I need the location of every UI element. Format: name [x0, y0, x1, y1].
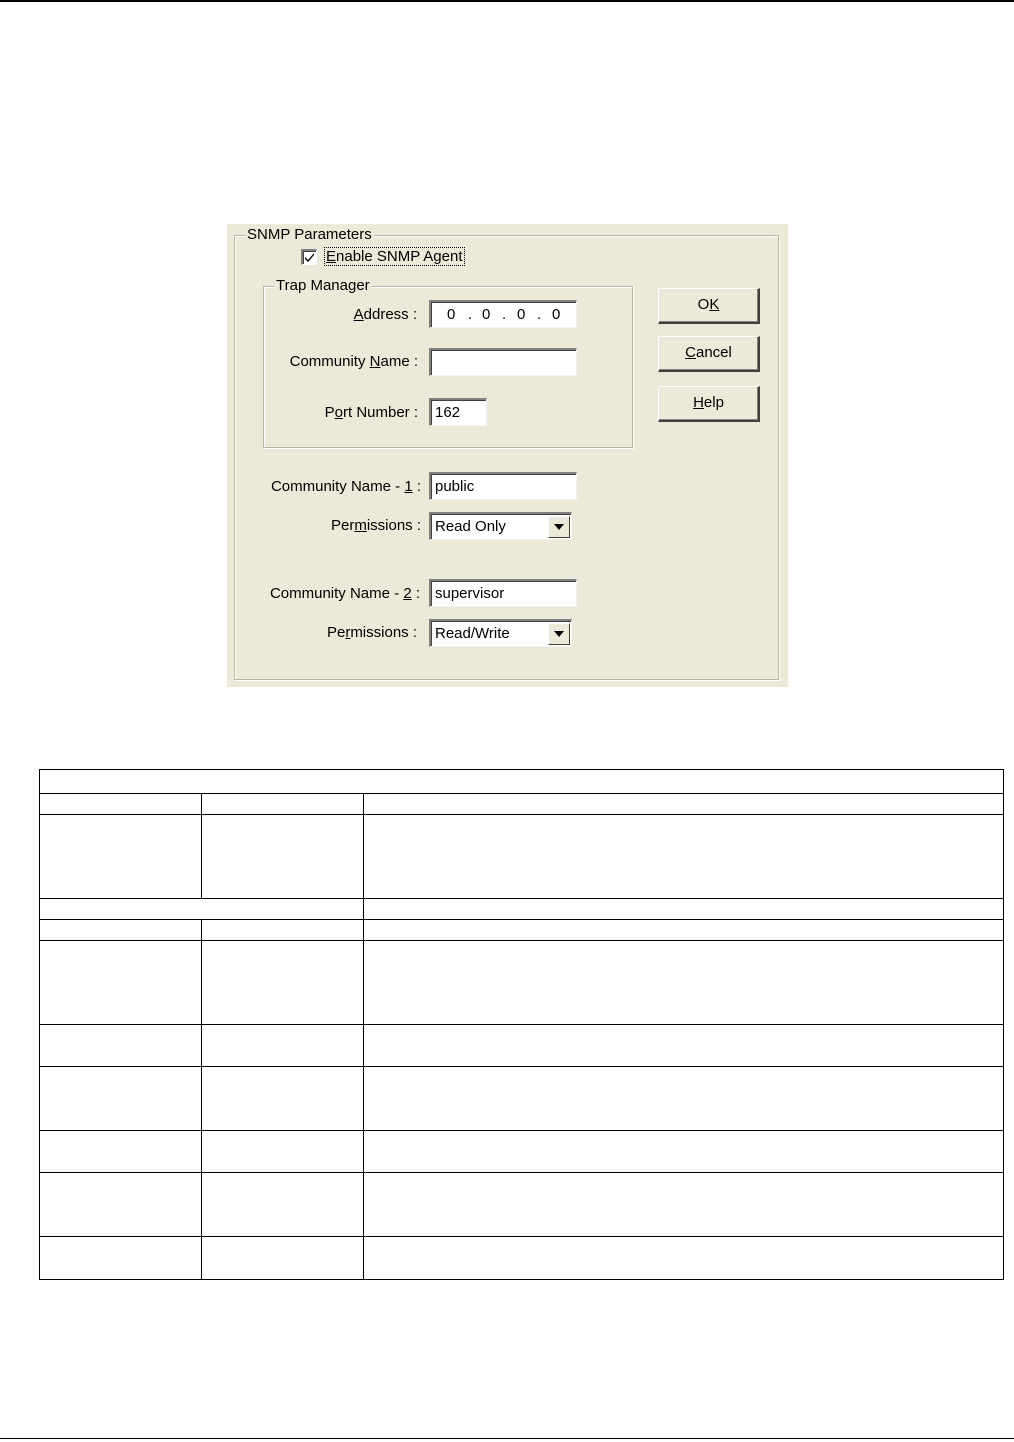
table-cell: [40, 794, 202, 815]
table-cell: [364, 815, 1004, 899]
table-header-row: [40, 920, 1004, 941]
chevron-down-icon: [554, 631, 564, 637]
community-name-2-label: Community Name - 2 :: [269, 585, 420, 602]
table-cell: [364, 794, 1004, 815]
table-cell: [202, 1067, 364, 1131]
permissions-1-label: Permissions :: [330, 517, 421, 534]
ip-octet-3[interactable]: 0: [517, 306, 526, 323]
table-cell: [364, 1131, 1004, 1173]
help-button[interactable]: Help: [658, 386, 760, 422]
table-row: [40, 941, 1004, 1025]
table-cell: [364, 1173, 1004, 1237]
community-name-1-label: Community Name - 1 :: [270, 478, 421, 495]
table-row: [40, 1025, 1004, 1067]
trap-community-name-label: Community Name :: [289, 353, 418, 370]
table-row: [40, 1237, 1004, 1280]
port-number-input[interactable]: 162: [429, 398, 487, 426]
table-title-row: [40, 770, 1004, 794]
table-cell: [202, 920, 364, 941]
ip-octet-2[interactable]: 0: [482, 306, 491, 323]
enable-snmp-agent-label[interactable]: Enable SNMP Agent: [326, 248, 463, 265]
table-cell: [40, 815, 202, 899]
enable-snmp-agent-checkbox[interactable]: [301, 249, 317, 265]
table-cell: [202, 941, 364, 1025]
ip-octet-1[interactable]: 0: [447, 306, 456, 323]
table-cell: [202, 1173, 364, 1237]
ip-dot: .: [537, 306, 542, 323]
table-cell: [202, 1237, 364, 1280]
address-ip-field[interactable]: [429, 300, 577, 328]
address-label: Address :: [353, 306, 417, 323]
checkmark-icon: [304, 252, 315, 263]
dropdown-arrow-button[interactable]: [548, 516, 570, 538]
permissions-2-label: Permissions :: [326, 624, 417, 641]
table-cell: [364, 1237, 1004, 1280]
ip-dot: .: [502, 306, 507, 323]
trap-manager-title: Trap Manager: [276, 277, 370, 294]
cancel-button[interactable]: Cancel: [658, 336, 760, 372]
permissions-2-select[interactable]: Read/Write: [429, 619, 572, 647]
table-cell: [40, 899, 364, 920]
table-cell: [364, 899, 1004, 920]
dropdown-arrow-button[interactable]: [548, 623, 570, 645]
group-title: SNMP Parameters: [247, 226, 372, 243]
table-row: [40, 1131, 1004, 1173]
snmp-parameters-dialog: [227, 224, 788, 687]
table-row: [40, 815, 1004, 899]
table-cell: [202, 1131, 364, 1173]
community-name-2-input[interactable]: supervisor: [429, 579, 577, 607]
table-row: [40, 1173, 1004, 1237]
table-cell: [40, 770, 1004, 794]
table-cell: [40, 941, 202, 1025]
ip-dot: .: [468, 306, 473, 323]
table-cell: [40, 1131, 202, 1173]
top-rule: [0, 0, 1014, 2]
table-cell: [40, 1237, 202, 1280]
table-cell: [364, 941, 1004, 1025]
table-cell: [202, 815, 364, 899]
table-cell: [40, 920, 202, 941]
chevron-down-icon: [554, 524, 564, 530]
table-cell: [40, 1067, 202, 1131]
table-cell: [40, 1173, 202, 1237]
community-name-1-input[interactable]: public: [429, 472, 577, 500]
table-header-row: [40, 794, 1004, 815]
ok-button[interactable]: OK: [658, 288, 760, 324]
bottom-rule: [0, 1438, 1014, 1439]
ip-octet-4[interactable]: 0: [552, 306, 561, 323]
table-cell: [364, 1067, 1004, 1131]
table-cell: [202, 794, 364, 815]
table-section-row: [40, 899, 1004, 920]
permissions-1-select[interactable]: Read Only: [429, 512, 572, 540]
table-cell: [202, 1025, 364, 1067]
table-cell: [364, 1025, 1004, 1067]
table-cell: [40, 1025, 202, 1067]
table-row: [40, 1067, 1004, 1131]
port-number-label: Port Number :: [324, 404, 418, 421]
trap-community-name-input[interactable]: [429, 348, 577, 376]
table-cell: [364, 920, 1004, 941]
parameters-table: [39, 769, 1004, 1280]
